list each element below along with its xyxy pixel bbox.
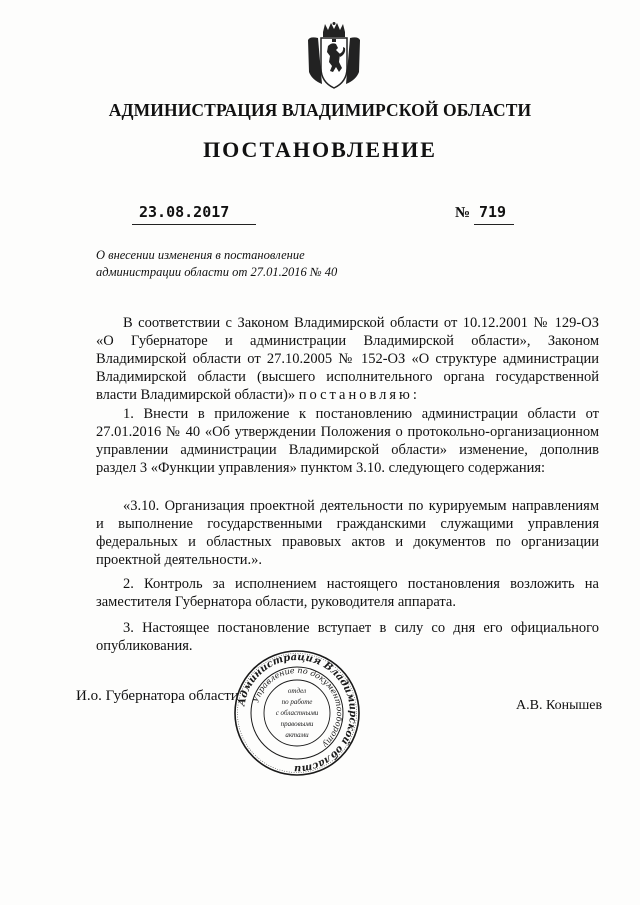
stamp-center-line-4: правовыми [280,720,314,728]
number-label: № [455,205,471,221]
preamble-end: : [412,387,417,403]
preamble-text: В соответствии с Законом Владимирской области от 10.12.2001 № 129-ОЗ «О Губернаторе и администрации Владимирской области», Законом Владимирской области от 27.10.2005 № 152-ОЗ «О структуре администрации Владимирской области (высшего исполнительного органа государственной власти Владимирской области)» [96,315,599,403]
signer-position: И.о. Губернатора области [76,688,239,704]
signer-name: А.В. Конышев [516,698,603,713]
stamp-inner-text: Управление по документообороту [251,665,345,750]
clause-2-text: 2. Контроль за исполнением настоящего постановления возложить на заместителя Губернатора области, руководителя аппарата. [96,576,599,610]
stamp-center-line-2: по работе [281,698,313,706]
subject-line-1: О внесении изменения в постановление [96,248,305,262]
stamp-outer-text: Администрация Владимирской области [236,651,359,775]
clause-3-10-paragraph [96,497,599,569]
clause-1-paragraph [96,405,599,477]
stamp-center-line-1: отдел [287,687,307,695]
stamp-center-line-3: с областными [275,709,319,717]
subject-line-2: администрации области от 27.01.2016 № 40 [96,265,338,279]
vladimir-coat-of-arms-icon [306,22,362,92]
document-subject [96,247,396,281]
clause-1-text: 1. Внести в приложение к постановлению администрации области от 27.01.2016 № 40 «Об утверждении Положения о протокольно-организационном управлении администрации Владимирской области» изменение, дополнив раздел 3 «Функции управления» пунктом 3.10. следующего содержания: [96,406,599,476]
date-underline [132,224,256,225]
stamp-center-line-5: актами [285,731,309,739]
clause-3-10-text: «3.10. Организация проектной деятельности по курируемым направлениям и выполнение государственными гражданскими служащими управления федеральных и областных правовых актов и документов по организации проектной деятельности.». [96,498,599,568]
document-type-title: ПОСТАНОВЛЕНИЕ [203,137,437,162]
document-number: 719 [479,203,507,221]
clause-2-paragraph [96,575,599,611]
clause-3-text: 3. Настоящее постановление вступает в силу со дня его официального опубликования. [96,620,599,654]
document-date: 23.08.2017 [139,203,230,221]
organization-title: АДМИНИСТРАЦИЯ ВЛАДИМИРСКОЙ ОБЛАСТИ [108,100,532,120]
preamble-paragraph [96,314,599,404]
number-underline [474,224,514,225]
official-stamp [232,648,362,778]
decree-word: постановляю [298,387,413,403]
